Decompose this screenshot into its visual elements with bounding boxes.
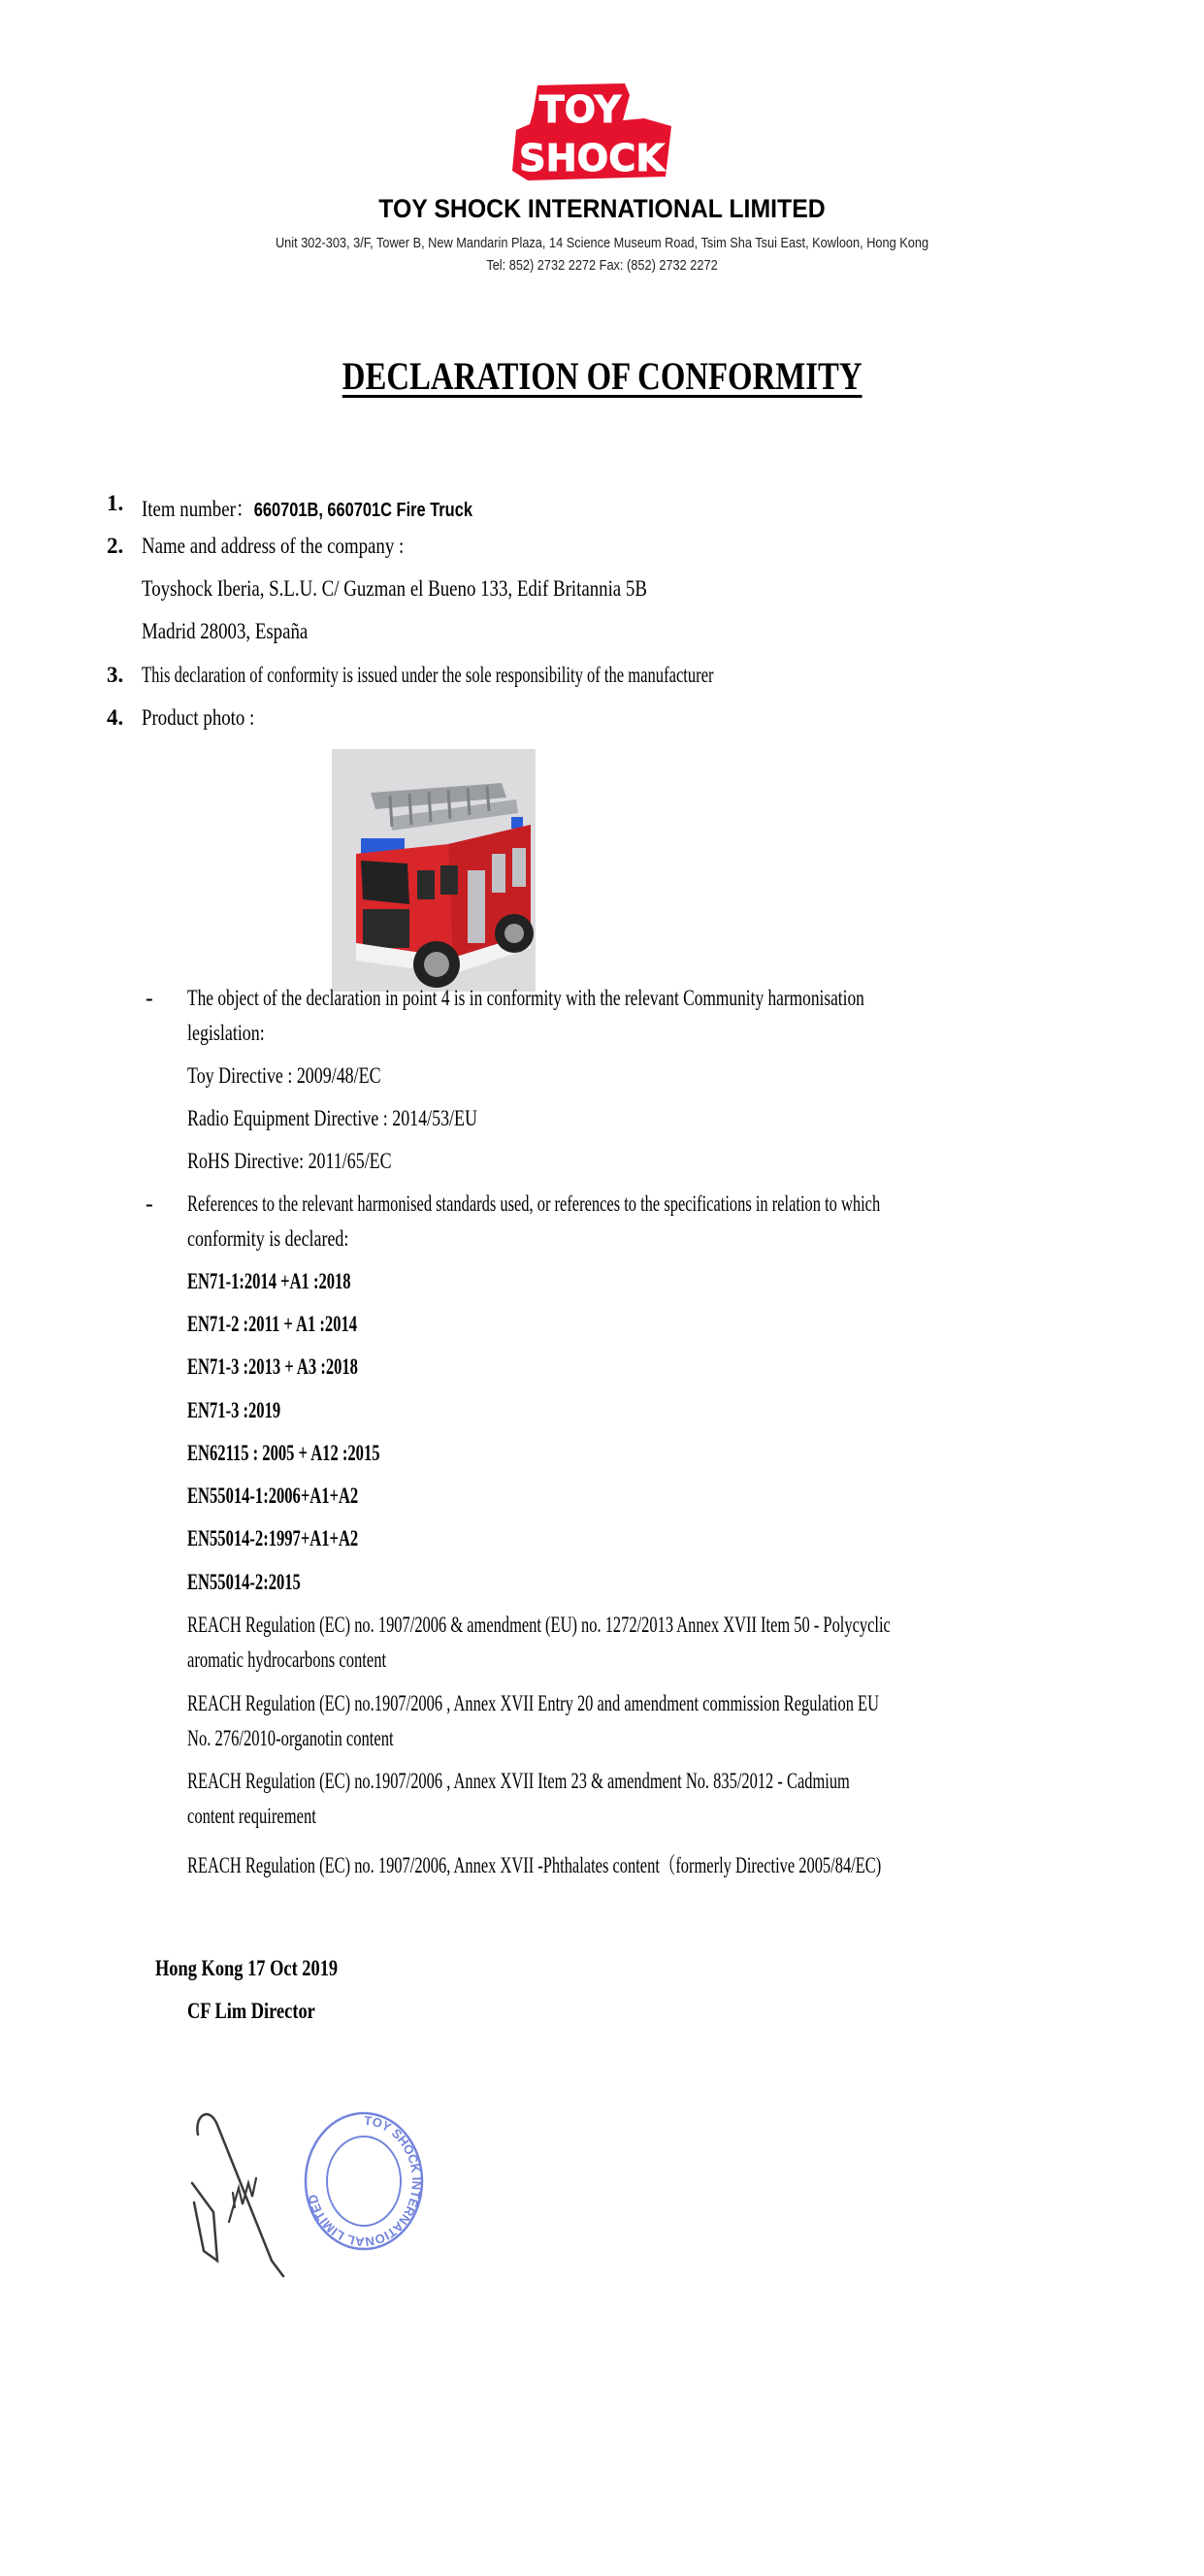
standard-item: EN71-2 :2011 + A1 :2014 [187,1312,358,1336]
item-2-label: Name and address of the company : [142,534,405,558]
company-name: TOY SHOCK INTERNATIONAL LIMITED [378,194,826,223]
company-address-line: Madrid 28003, España [142,619,309,643]
item-1-value: 660701B, 660701C Fire Truck [253,500,472,521]
item-number: 4. [107,705,124,730]
reach-regulation: REACH Regulation (EC) no.1907/2006 , Annex XVII Entry 20 and amendment commission Regulation EU [187,1691,879,1715]
product-photo [332,749,536,992]
bullet-dash: - [146,1191,153,1216]
standard-item: EN55014-2:2015 [187,1570,301,1594]
item-number: 2. [107,534,124,558]
item-3-label: This declaration of conformity is issued under the sole responsibility of the manufacturer [142,663,714,687]
fire-truck-image [332,749,536,992]
directive-line: RoHS Directive: 2011/65/EC [187,1149,392,1173]
stamp-text: TOY SHOCK INTERNATIONAL LIMITED [305,2112,425,2250]
standard-item: EN55014-2:1997+A1+A2 [187,1526,359,1550]
company-stamp [301,2105,427,2256]
reach-regulation: REACH Regulation (EC) no.1907/2006 , Annex XVII Item 23 & amendment No. 835/2012 - Cadmium [187,1769,850,1793]
company-phone: Tel: 852) 2732 2272 Fax: (852) 2732 2272 [486,258,718,274]
company-address-line: Toyshock Iberia, S.L.U. C/ Guzman el Bueno 133, Edif Britannia 5B [142,576,647,601]
standard-item: EN62115 : 2005 + A12 :2015 [187,1441,380,1465]
company-address: Unit 302-303, 3/F, Tower B, New Mandarin Plaza, 14 Science Museum Road, Tsim Sha Tsui East, Kowloon, Hong Kong [275,236,929,251]
signature [175,2096,310,2280]
document-title-wrap [0,353,1204,399]
logo-text-toy: TOY [538,88,622,131]
reach-regulation: REACH Regulation (EC) no. 1907/2006, Annex XVII -Phthalates content（formerly Directive 2005/84/EC) [187,1853,882,1877]
item-number: 1. [107,491,124,515]
standard-item: EN71-1:2014 +A1 :2018 [187,1269,351,1293]
bullet-dash: - [146,986,153,1010]
reach-regulation: content requirement [187,1804,316,1828]
standards-statement: conformity is declared: [187,1226,349,1251]
place-and-date: Hong Kong 17 Oct 2019 [155,1956,339,1980]
item-number: 3. [107,663,124,687]
reach-regulation: aromatic hydrocarbons content [187,1647,387,1672]
standard-item: EN55014-1:2006+A1+A2 [187,1484,359,1508]
signatory-name-title: CF Lim Director [187,1999,315,2023]
toy-shock-logo [508,82,673,182]
conformity-statement: The object of the declaration in point 4 is in conformity with the relevant Community harmonisation [187,986,864,1010]
conformity-statement: legislation: [187,1021,265,1045]
item-1-row [142,491,472,523]
directive-line: Radio Equipment Directive : 2014/53/EU [187,1106,477,1130]
reach-regulation: REACH Regulation (EC) no. 1907/2006 & amendment (EU) no. 1272/2013 Annex XVII Item 50 - Polycyclic [187,1613,891,1637]
logo-text-shock: SHOCK [519,137,667,179]
directive-line: Toy Directive : 2009/48/EC [187,1063,381,1088]
standard-item: EN71-3 :2019 [187,1398,281,1422]
item-4-label: Product photo : [142,705,255,730]
document-title: DECLARATION OF CONFORMITY [342,354,862,398]
standards-statement: References to the relevant harmonised standards used, or references to the specifications in relation to which [187,1191,881,1216]
item-1-label: Item number： [142,497,254,521]
standard-item: EN71-3 :2013 + A3 :2018 [187,1354,358,1379]
reach-regulation: No. 276/2010-organotin content [187,1726,394,1750]
